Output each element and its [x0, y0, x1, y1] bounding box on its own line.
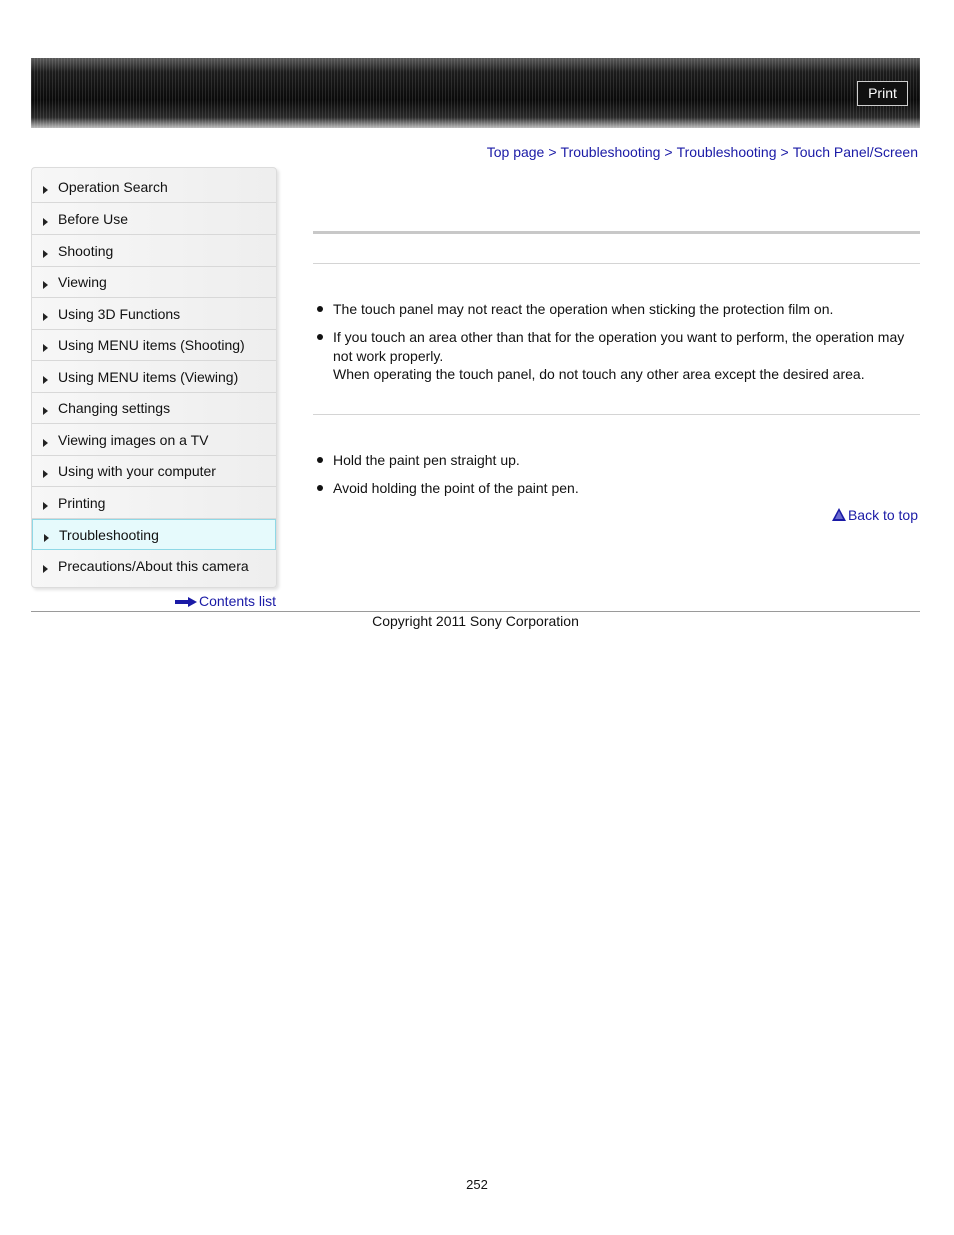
list-item [313, 300, 920, 320]
section-divider [313, 414, 920, 415]
list-item-text [333, 328, 918, 384]
sidebar-item-using-3d-functions[interactable] [32, 299, 276, 330]
breadcrumb-top-page[interactable]: Top page [486, 144, 545, 160]
page-number: 252 [466, 1177, 488, 1192]
arrow-right-icon [43, 281, 48, 289]
sidebar-item-using-with-computer[interactable] [32, 456, 276, 487]
breadcrumb-troubleshooting-sub[interactable]: Troubleshooting [676, 144, 777, 160]
sidebar-item-before-use[interactable] [32, 204, 276, 235]
breadcrumb-troubleshooting[interactable]: Troubleshooting [560, 144, 661, 160]
sidebar-item-label: Operation Search [58, 179, 168, 195]
list-item [313, 328, 920, 386]
print-button[interactable]: Print [857, 81, 908, 106]
sidebar-item-troubleshooting[interactable] [32, 519, 276, 550]
sidebar-item-label: Printing [58, 495, 106, 511]
bullet-icon [317, 457, 323, 463]
breadcrumb-separator: > [548, 144, 557, 160]
bullet-icon [317, 306, 323, 312]
sidebar-item-printing[interactable] [32, 488, 276, 519]
list-item [313, 479, 920, 499]
sidebar-item-viewing-on-tv[interactable] [32, 425, 276, 456]
arrow-right-icon [43, 502, 48, 510]
title-divider [313, 231, 920, 234]
arrow-right-icon [43, 376, 48, 384]
arrow-right-icon [43, 439, 48, 447]
list-item [313, 451, 920, 471]
sidebar-item-label: Using MENU items (Viewing) [58, 369, 239, 385]
sidebar-item-menu-viewing[interactable] [32, 362, 276, 393]
arrow-right-icon [43, 470, 48, 478]
sidebar-item-viewing[interactable] [32, 267, 276, 298]
sidebar-item-label: Precautions/About this camera [58, 558, 249, 574]
sidebar-item-label: Viewing images on a TV [58, 432, 209, 448]
sidebar-item-label: Shooting [58, 243, 114, 259]
list-item-text: Avoid holding the point of the paint pen. [333, 480, 579, 496]
arrow-right-icon [43, 218, 48, 226]
sidebar-item-label: Before Use [58, 211, 129, 227]
sidebar-item-menu-shooting[interactable] [32, 330, 276, 361]
breadcrumb-separator: > [664, 144, 673, 160]
arrow-right-icon [43, 344, 48, 352]
breadcrumb-touch-panel-screen[interactable]: Touch Panel/Screen [792, 144, 918, 160]
contents-list-label: Contents list [199, 593, 277, 609]
sidebar-item-label: Changing settings [58, 400, 171, 416]
arrow-right-icon [43, 565, 48, 573]
footer-divider [31, 611, 920, 612]
sidebar-nav [31, 167, 277, 588]
bullet-icon [317, 334, 323, 340]
section-divider [313, 263, 920, 264]
list-item-line: If you touch an area other than that for the operation you want to perform, the operation may not work properly. [333, 329, 905, 364]
sidebar-item-precautions[interactable] [32, 551, 276, 582]
bullet-icon [317, 485, 323, 491]
arrow-right-icon [44, 534, 49, 542]
sidebar-item-shooting[interactable] [32, 236, 276, 267]
arrow-right-icon [175, 594, 197, 610]
arrow-right-icon [43, 186, 48, 194]
sidebar-item-label: Using with your computer [58, 463, 216, 479]
list-item-line: When operating the touch panel, do not touch any other area except the desired area. [333, 366, 865, 382]
breadcrumb [487, 144, 918, 160]
header-banner [31, 58, 920, 128]
list-item-text: The touch panel may not react the operation when sticking the protection film on. [333, 301, 834, 317]
sidebar-item-operation-search[interactable] [32, 172, 276, 203]
sidebar-item-changing-settings[interactable] [32, 393, 276, 424]
sidebar-item-label: Viewing [58, 274, 107, 290]
arrow-right-icon [43, 250, 48, 258]
list-item-text: Hold the paint pen straight up. [333, 452, 520, 468]
triangle-up-icon [832, 508, 846, 524]
breadcrumb-separator: > [780, 144, 789, 160]
sidebar-item-label: Using 3D Functions [58, 306, 181, 322]
arrow-right-icon [43, 407, 48, 415]
arrow-right-icon [43, 313, 48, 321]
contents-list-link[interactable] [175, 593, 276, 610]
copyright-text: Copyright 2011 Sony Corporation [372, 613, 579, 629]
sidebar-item-label: Troubleshooting [59, 527, 159, 543]
back-to-top-link[interactable] [832, 507, 918, 524]
back-to-top-label: Back to top [847, 507, 918, 523]
sidebar-item-label: Using MENU items (Shooting) [58, 337, 245, 353]
